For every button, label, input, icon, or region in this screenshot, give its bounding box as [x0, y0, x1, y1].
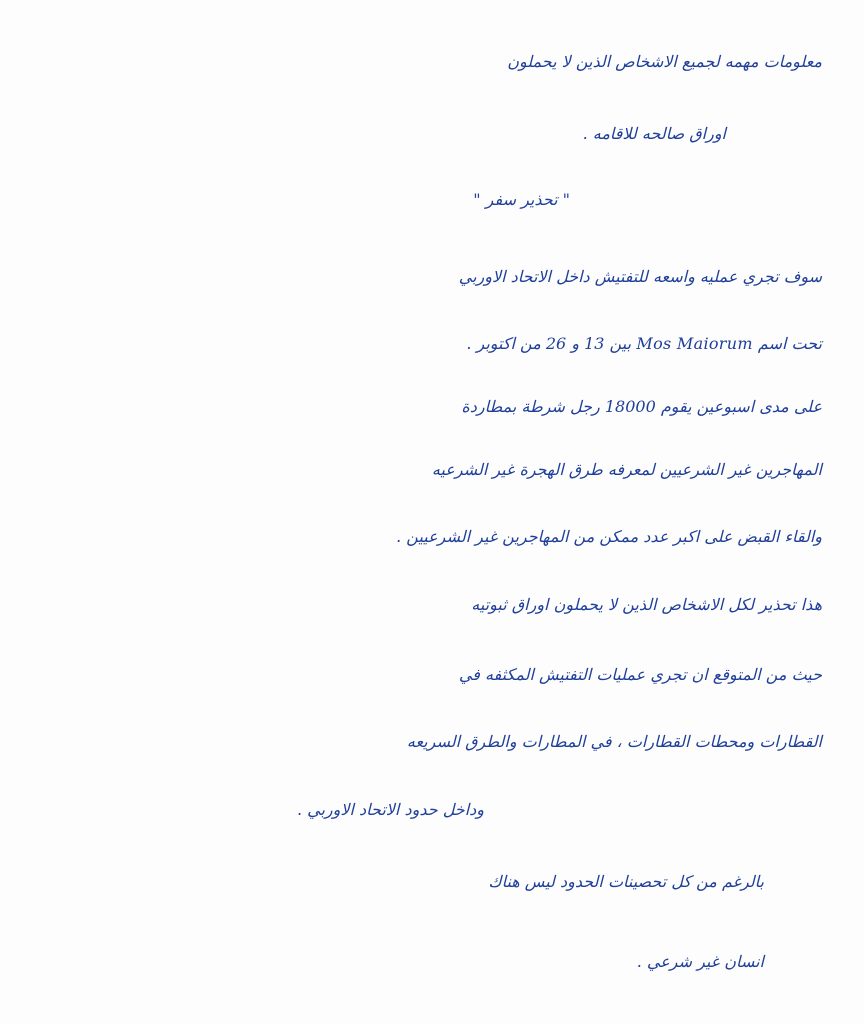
text-line-13: بالرغم من كل تحصينات الحدود ليس هناك	[488, 872, 764, 891]
text-line-8: والقاء القبض على اكبر عدد ممكن من المهاجرين غير الشرعيين .	[396, 527, 822, 546]
text-line-2: اوراق صالحه للاقامه .	[582, 124, 726, 143]
text-line-10: حيث من المتوقع ان تجري عمليات التفتيش المكثفه في	[458, 665, 822, 684]
text-line-7: المهاجرين غير الشرعيين لمعرفه طرق الهجرة غير الشرعيه	[431, 460, 822, 479]
text-line-14: انسان غير شرعي .	[636, 952, 764, 971]
text-line-5: تحت اسم Mos Maiorum بين 13 و 26 من اكتوبر .	[466, 334, 822, 353]
text-line-6: على مدى اسبوعين يقوم 18000 رجل شرطة بمطاردة	[461, 397, 822, 416]
text-line-4: سوف تجري عمليه واسعه للتفتيش داخل الاتحاد الاوربي	[458, 267, 822, 286]
text-line-12: وداخل حدود الاتحاد الاوربي .	[296, 800, 484, 819]
text-line-11: القطارات ومحطات القطارات ، في المطارات والطرق السريعه	[406, 732, 822, 751]
warning-title: " تحذير سفر "	[473, 190, 570, 209]
text-line-1: معلومات مهمه لجميع الاشخاص الذين لا يحملون	[507, 52, 822, 71]
text-line-9: هذا تحذير لكل الاشخاص الذين لا يحملون اوراق ثبوتيه	[471, 595, 822, 614]
